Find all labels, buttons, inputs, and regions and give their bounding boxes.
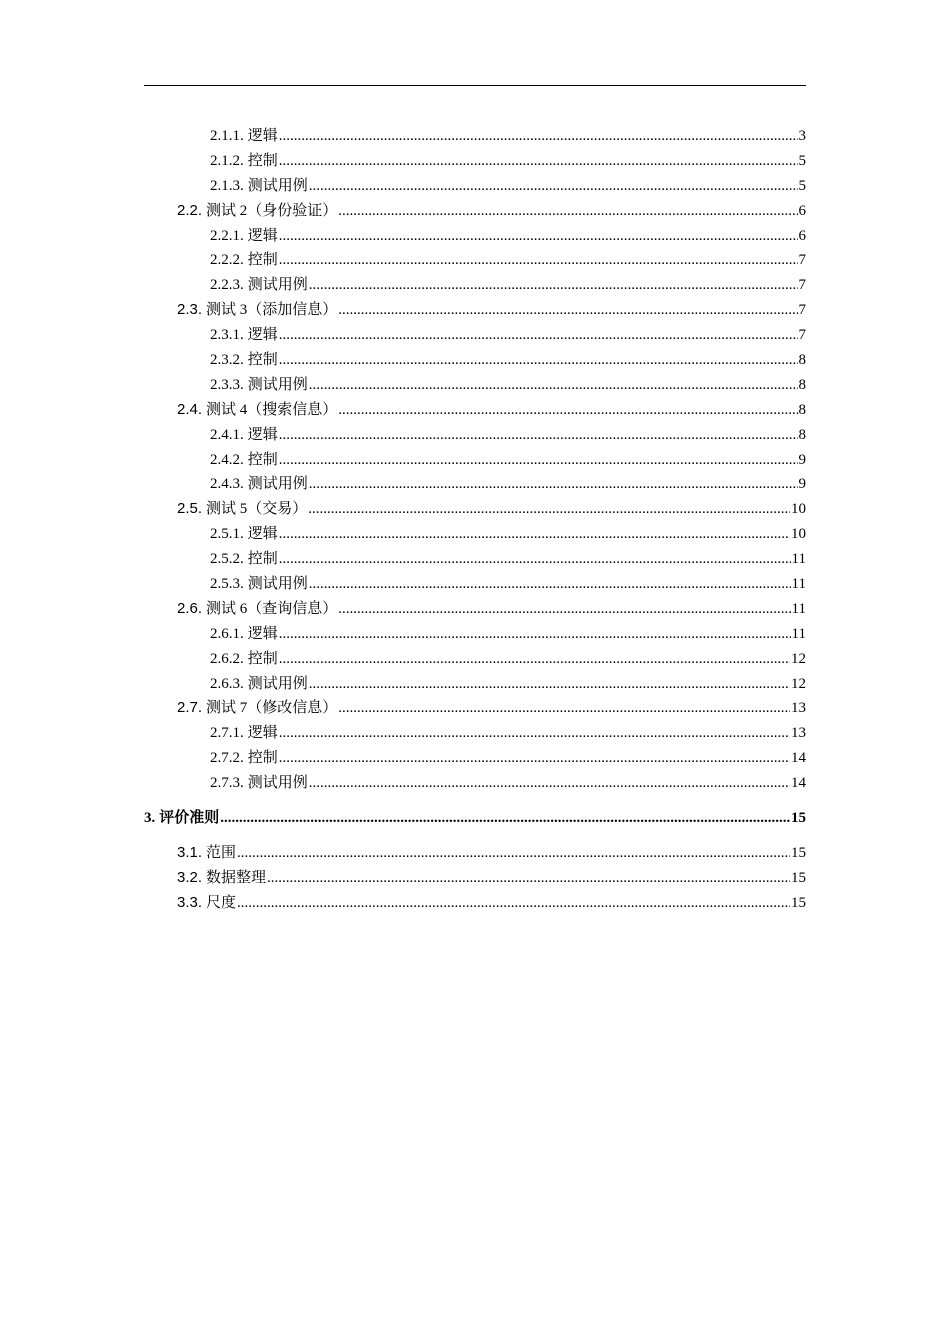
toc-page-number: 6: [798, 227, 806, 244]
toc-entry-number: 2.7.1.: [210, 725, 244, 742]
toc-entry-number: 3.3.: [177, 893, 203, 911]
toc-dot-leader: [338, 298, 797, 323]
toc-entry-number: 2.1.1.: [210, 128, 244, 144]
toc-entry-title: 测试 5（交易）: [206, 501, 308, 518]
toc-page-number: 8: [798, 352, 806, 369]
toc-entry[interactable]: [144, 248, 806, 273]
toc-entry-number: 2.7.2.: [210, 750, 244, 767]
toc-page-number: 8: [798, 401, 806, 418]
toc-entry[interactable]: [144, 771, 806, 796]
toc-entry[interactable]: [144, 472, 806, 497]
toc-entry-number: 2.7.: [177, 699, 203, 717]
toc-page-number: 9: [798, 451, 806, 468]
toc-page-number: 10: [791, 526, 806, 543]
toc-entry[interactable]: [144, 174, 806, 199]
toc-entry-number: 2.2.2.: [210, 252, 244, 269]
toc-entry-number: 2.7.3.: [210, 775, 244, 792]
toc-entry[interactable]: [144, 721, 806, 746]
toc-entry[interactable]: [144, 273, 806, 298]
toc-entry-number: 2.6.1.: [210, 625, 244, 642]
toc-dot-leader: [237, 891, 790, 916]
toc-entry-title: 控制: [247, 352, 278, 369]
toc-entry-title: 控制: [247, 451, 278, 468]
toc-dot-leader: [338, 199, 797, 224]
toc-dot-leader: [309, 174, 798, 199]
toc-page-number: 13: [791, 700, 806, 717]
toc-entry-title: 测试用例: [247, 376, 308, 393]
toc-entry-title: 范围: [206, 844, 237, 861]
toc-entry-number: 2.1.3.: [210, 177, 244, 194]
toc-dot-leader: [279, 149, 798, 174]
toc-page-number: 15: [791, 844, 806, 861]
toc-dot-leader: [309, 672, 790, 697]
toc-dot-leader: [220, 806, 790, 831]
toc-entry-number: 2.5.: [177, 500, 203, 518]
toc-entry[interactable]: [144, 224, 806, 249]
toc-entry-number: 2.3.2.: [210, 352, 244, 369]
toc-entry-number: 3.: [144, 810, 156, 827]
toc-entry[interactable]: [144, 398, 806, 423]
toc-dot-leader: [308, 497, 790, 522]
toc-entry[interactable]: [144, 572, 806, 597]
toc-page-number: 14: [791, 750, 806, 767]
toc-entry-title: 控制: [247, 551, 278, 568]
toc-dot-leader: [279, 448, 798, 473]
toc-page-number: 15: [791, 810, 806, 827]
toc-dot-leader: [279, 348, 798, 373]
toc-entry[interactable]: [144, 522, 806, 547]
toc-entry-title: 测试用例: [247, 277, 308, 294]
toc-page-number: 7: [798, 252, 806, 269]
toc-entry[interactable]: [144, 647, 806, 672]
toc-page-number: 8: [798, 426, 806, 443]
toc-entry-title: 控制: [247, 750, 278, 767]
toc-entry-number: 2.5.3.: [210, 576, 244, 593]
toc-entry[interactable]: [144, 423, 806, 448]
toc-page-number: 11: [791, 625, 806, 642]
toc-page-number: 5: [798, 152, 806, 169]
toc-entry[interactable]: [144, 199, 806, 224]
toc-dot-leader: [309, 373, 798, 398]
toc-dot-leader: [279, 721, 790, 746]
toc-entry-title: 控制: [247, 650, 278, 667]
toc-page-number: 6: [798, 202, 806, 219]
toc-entry-title: 测试 4（搜索信息）: [206, 401, 338, 418]
toc-page-number: 7: [798, 277, 806, 294]
toc-entry[interactable]: [144, 497, 806, 522]
toc-entry-number: 2.4.2.: [210, 451, 244, 468]
toc-page-number: 11: [791, 551, 806, 568]
toc-entry[interactable]: [144, 448, 806, 473]
toc-entry-number: 2.6.: [177, 599, 203, 617]
toc-dot-leader: [309, 572, 791, 597]
table-of-contents: [144, 124, 806, 916]
toc-entry[interactable]: [144, 597, 806, 622]
toc-entry-number: 3.2.: [177, 868, 203, 886]
toc-entry-title: 逻辑: [247, 526, 278, 543]
toc-entry-number: 2.2.3.: [210, 277, 244, 294]
toc-page-number: 13: [791, 725, 806, 742]
toc-entry-title: 数据整理: [206, 869, 267, 886]
toc-entry-title: 测试用例: [247, 775, 308, 792]
toc-entry-title: 逻辑: [247, 227, 278, 244]
toc-dot-leader: [309, 273, 798, 298]
toc-entry-number: 2.2.1.: [210, 227, 244, 244]
toc-entry-title: 评价准则: [159, 810, 220, 827]
toc-entry[interactable]: [144, 547, 806, 572]
toc-dot-leader: [338, 696, 790, 721]
toc-entry-title: 逻辑: [247, 128, 278, 144]
toc-dot-leader: [309, 472, 798, 497]
toc-entry-title: 测试用例: [247, 576, 308, 593]
toc-page-number: 3: [798, 128, 806, 144]
toc-dot-leader: [237, 841, 790, 866]
toc-entry-title: 测试 6（查询信息）: [206, 600, 338, 617]
toc-entry-number: 2.4.1.: [210, 426, 244, 443]
toc-page-number: 15: [791, 894, 806, 911]
toc-entry-title: 逻辑: [247, 725, 278, 742]
toc-dot-leader: [279, 124, 798, 149]
toc-dot-leader: [279, 248, 798, 273]
toc-entry[interactable]: [144, 373, 806, 398]
toc-entry-number: 2.3.1.: [210, 327, 244, 344]
toc-dot-leader: [267, 866, 790, 891]
toc-page-number: 12: [791, 675, 806, 692]
header-rule: [144, 85, 806, 86]
toc-page-number: 12: [791, 650, 806, 667]
toc-entry-number: 2.5.2.: [210, 551, 244, 568]
toc-entry[interactable]: [144, 746, 806, 771]
toc-dot-leader: [279, 423, 798, 448]
toc-entry-title: 控制: [247, 152, 278, 169]
toc-entry[interactable]: [144, 866, 806, 891]
toc-entry[interactable]: [144, 696, 806, 721]
toc-entry-title: 尺度: [206, 894, 237, 911]
toc-entry-title: 测试 3（添加信息）: [206, 302, 338, 319]
toc-entry-title: 逻辑: [247, 426, 278, 443]
toc-entry-title: 逻辑: [247, 327, 278, 344]
toc-entry-number: 2.2.: [177, 201, 203, 219]
toc-dot-leader: [279, 522, 790, 547]
toc-entry[interactable]: [144, 348, 806, 373]
toc-entry-title: 测试用例: [247, 476, 308, 493]
toc-dot-leader: [309, 771, 790, 796]
toc-entry-title: 控制: [247, 252, 278, 269]
toc-dot-leader: [279, 224, 798, 249]
toc-dot-leader: [338, 597, 790, 622]
toc-entry[interactable]: [144, 124, 806, 149]
toc-entry-number: 2.3.3.: [210, 376, 244, 393]
toc-entry-number: 2.6.2.: [210, 650, 244, 667]
toc-entry-number: 2.4.3.: [210, 476, 244, 493]
toc-page-number: 8: [798, 376, 806, 393]
toc-entry[interactable]: [144, 622, 806, 647]
toc-page-number: 7: [798, 327, 806, 344]
toc-dot-leader: [338, 398, 797, 423]
toc-page-number: 10: [791, 501, 806, 518]
toc-page-number: 9: [798, 476, 806, 493]
toc-entry-number: 2.5.1.: [210, 526, 244, 543]
toc-dot-leader: [279, 622, 791, 647]
toc-entry-number: 2.4.: [177, 400, 203, 418]
toc-entry[interactable]: [144, 891, 806, 916]
toc-entry-number: 2.1.2.: [210, 152, 244, 169]
toc-page-number: 11: [791, 576, 806, 593]
toc-entry-title: 测试 2（身份验证）: [206, 202, 338, 219]
toc-entry[interactable]: [144, 672, 806, 697]
toc-page-number: 15: [791, 869, 806, 886]
toc-page-number: 7: [798, 302, 806, 319]
toc-dot-leader: [279, 647, 790, 672]
toc-entry-number: 3.1.: [177, 843, 203, 861]
toc-page-number: 14: [791, 775, 806, 792]
toc-entry[interactable]: [144, 841, 806, 866]
toc-dot-leader: [279, 323, 798, 348]
toc-entry[interactable]: [144, 149, 806, 174]
toc-entry[interactable]: [144, 806, 806, 831]
toc-entry-title: 测试用例: [247, 675, 308, 692]
toc-entry-number: 2.3.: [177, 301, 203, 319]
toc-page-number: 11: [791, 600, 806, 617]
toc-page-number: 5: [798, 177, 806, 194]
toc-entry-title: 测试 7（修改信息）: [206, 700, 338, 717]
toc-entry-number: 2.6.3.: [210, 675, 244, 692]
toc-entry-title: 测试用例: [247, 177, 308, 194]
toc-entry[interactable]: [144, 298, 806, 323]
toc-entry[interactable]: [144, 323, 806, 348]
toc-dot-leader: [279, 547, 791, 572]
toc-entry-title: 逻辑: [247, 625, 278, 642]
toc-dot-leader: [279, 746, 790, 771]
